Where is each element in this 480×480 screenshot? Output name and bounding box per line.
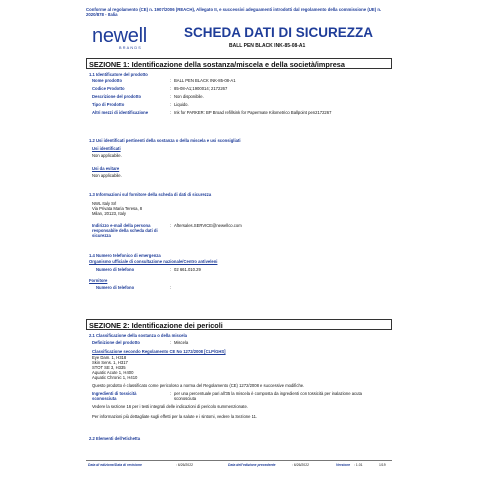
field-label-description: Descrizione del prodotto — [92, 94, 142, 99]
colon: : — [170, 102, 172, 107]
footer-prev-value: : 6/26/2022 — [292, 463, 309, 467]
definition-value: Miscela — [174, 340, 189, 345]
field-label-product-type: Tipo di Prodotto — [92, 102, 125, 107]
classification-note: Questo prodotto è classificato come pericoloso a norma del Regolamento (CE) 1272/2008 e successive modifiche. — [92, 383, 305, 388]
unknown-toxicity-label: Ingredienti di tossicità sconosciuta — [92, 391, 137, 401]
supplier-label: Fornitore — [89, 278, 108, 283]
field-label-product-code: Codice Prodotto — [92, 86, 125, 91]
field-value-product-type: Liquido. — [174, 102, 189, 107]
hazard-class: Eye Dam. 1, H318 — [92, 355, 127, 360]
subsection-2-2: 2.2 Elementi dell'etichetta — [89, 436, 141, 441]
classification-heading: Classificazione secondo Regolamento CE No 1272/2008 [CLP/GHS] — [92, 349, 226, 354]
footer-date-label: Data di edizione/Data di revisione — [88, 463, 142, 467]
section-2-heading: SEZIONE 2: Identificazione dei pericoli — [86, 319, 392, 330]
subsection-1-4: 1.4 Numero telefonico di emergenza — [89, 253, 161, 258]
footer-prev-label: Data dell'edizione precedente — [228, 463, 276, 467]
subsection-1-1: 1.1 Identificatore del prodotto — [89, 72, 148, 77]
identified-uses-label: Usi identificati — [92, 146, 121, 151]
email-value[interactable]: Aftersales.SERVICE@newellco.com — [174, 223, 242, 228]
section11-note: Per informazioni più dettagliate sugli effetti per la salute e i sintomi, vedere la Sezione 11. — [92, 414, 258, 419]
sds-page — [86, 0, 392, 480]
phone-label: Numero di telefono — [96, 267, 135, 272]
hazard-class: STOT SE 3, H335 — [92, 365, 126, 370]
unknown-toxicity-value: per una percentuale pari all'35 la miscela è composta da ingredienti con tossicità per inalazione acuta sconosciuta — [174, 391, 362, 401]
field-value-description: Non disponibile. — [174, 94, 204, 99]
page-footer — [86, 460, 392, 467]
company-city: Milan, 20123, Italy — [92, 211, 126, 216]
hazard-class: Skin Sens. 1, H317 — [92, 360, 128, 365]
footer-page-number: 1/19 — [379, 463, 386, 467]
colon: : — [170, 285, 172, 290]
section-1-heading: SEZIONE 1: Identificazione della sostanza/miscela e della società/impresa — [86, 58, 392, 69]
field-value-other-id: Ink for PARKER: BP Broad refillsink for Papermate Kilometrico Ballpoint pen2172267 — [174, 110, 332, 115]
hazard-class: Aquatic Chronic 1, H410 — [92, 375, 138, 380]
subsection-1-3: 1.3 Informazioni sul fornitore della scheda di dati di sicurezza — [89, 192, 212, 197]
colon: : — [170, 340, 172, 345]
uses-to-avoid-label: Usi da evitare — [92, 166, 120, 171]
footer-version-value: : 1.01 — [354, 463, 363, 467]
newell-logo: newell — [92, 25, 147, 47]
email-label: Indirizzo e-mail della persona responsabile della scheda dati di sicurezza — [92, 223, 158, 238]
field-label-product-name: Nome prodotto — [92, 78, 123, 83]
colon: : — [170, 86, 172, 91]
identified-uses-value: Non applicabile. — [92, 153, 122, 158]
colon: : — [170, 78, 172, 83]
definition-label: Definizione del prodotto — [92, 340, 140, 345]
product-name-header: BALL PEN BLACK INK-85-08-A1 — [229, 43, 306, 49]
colon: : — [170, 391, 172, 396]
field-value-product-name: BALL PEN BLACK INK-85-08-A1 — [174, 78, 236, 83]
colon: : — [170, 94, 172, 99]
colon: : — [170, 223, 172, 228]
colon: : — [170, 267, 172, 272]
subsection-1-2: 1.2 Usi identificati pertinenti della sostanza o della miscela e usi sconsigliati — [89, 138, 241, 143]
field-value-product-code: 85-08-A1;1900014; 2172267 — [174, 86, 228, 91]
footer-version-label: Versione — [336, 463, 351, 467]
colon: : — [170, 110, 172, 115]
document-title: SCHEDA DATI DI SICUREZZA — [184, 25, 373, 40]
national-center-label: Organismo ufficiale di consultazione nazionale/Centro antiveleni — [89, 259, 218, 264]
hazard-class: Aquatic Acute 1, H400 — [92, 370, 134, 375]
subsection-2-1: 2.1 Classificazione della sostanza o della miscela — [89, 333, 187, 338]
phone-value: 02 661.010.29 — [174, 267, 201, 272]
field-label-other-id: Altri mezzi di identificazione — [92, 110, 149, 115]
newell-logo-sub: BRANDS — [119, 46, 143, 50]
company-street: Via Privata Maria Teresa, 8 — [92, 206, 143, 211]
uses-to-avoid-value: Non applicabile. — [92, 173, 122, 178]
section16-note: Vedere la sezione 16 per i testi integrali delle indicazioni di pericolo summenzionate. — [92, 404, 248, 409]
supplier-phone-label: Numero di telefono — [96, 285, 135, 290]
footer-date-value: : 6/26/2022 — [176, 463, 193, 467]
regulation-header: Conforme al regolamento (CE) n. 1907/2006 (REACH), Allegato II, e successivi adeguamenti introdotti dal regolamento della commissione (UE) n. 2020/878 - Italia — [86, 7, 382, 18]
company-name: NWL Italy Srl — [92, 201, 117, 206]
